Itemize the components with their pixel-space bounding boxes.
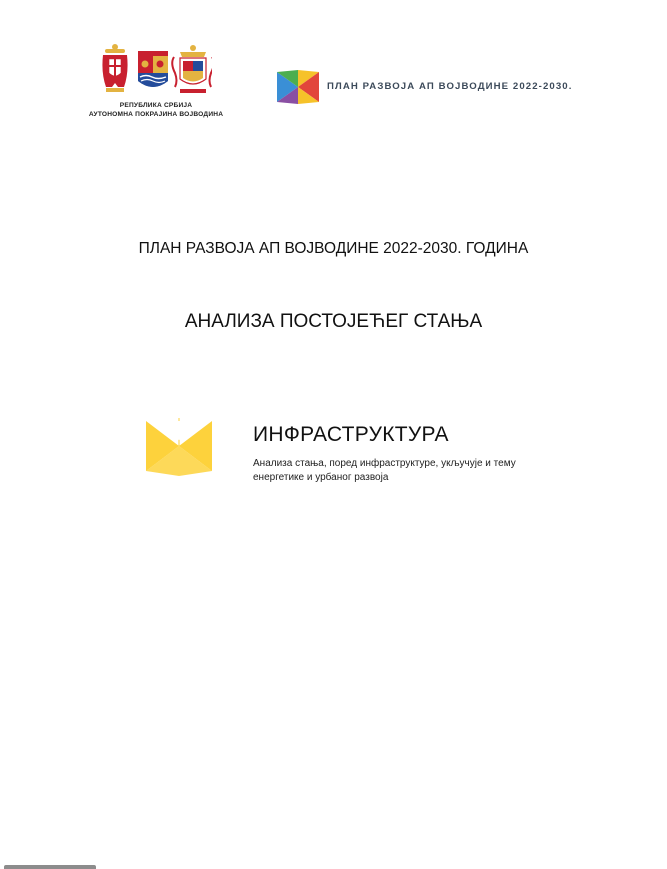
section-infrastructure-icon [146,418,212,476]
government-caption-line-2: АУТОНОМНА ПОКРАЈИНА ВОЈВОДИНА [88,111,224,118]
horizontal-scrollbar[interactable] [4,865,96,869]
plan-logo-icon [277,70,319,104]
section-description: Анализа стања, поред инфраструктуре, укључује и тему енергетике и урбаног развоја [253,458,516,483]
government-caption [70,101,242,119]
vojvodina-coat-of-arms-icon [138,51,168,87]
section-name: ИНФРАСТРУКТУРА [253,423,449,446]
vojvodina-historical-coat-of-arms-icon [172,45,212,93]
government-caption-line-1: РЕПУБЛИКА СРБИЈА [119,102,193,109]
document-title: ПЛАН РАЗВОЈА АП ВОЈВОДИНЕ 2022-2030. ГОДИНА [138,240,529,257]
coats-of-arms [100,43,212,98]
document-subtitle: АНАЛИЗА ПОСТОЈЕЋЕГ СТАЊА [184,311,483,332]
serbia-coat-of-arms-icon [102,44,127,92]
plan-header-title: ПЛАН РАЗВОЈА АП ВОЈВОДИНЕ 2022-2030. [327,81,573,92]
